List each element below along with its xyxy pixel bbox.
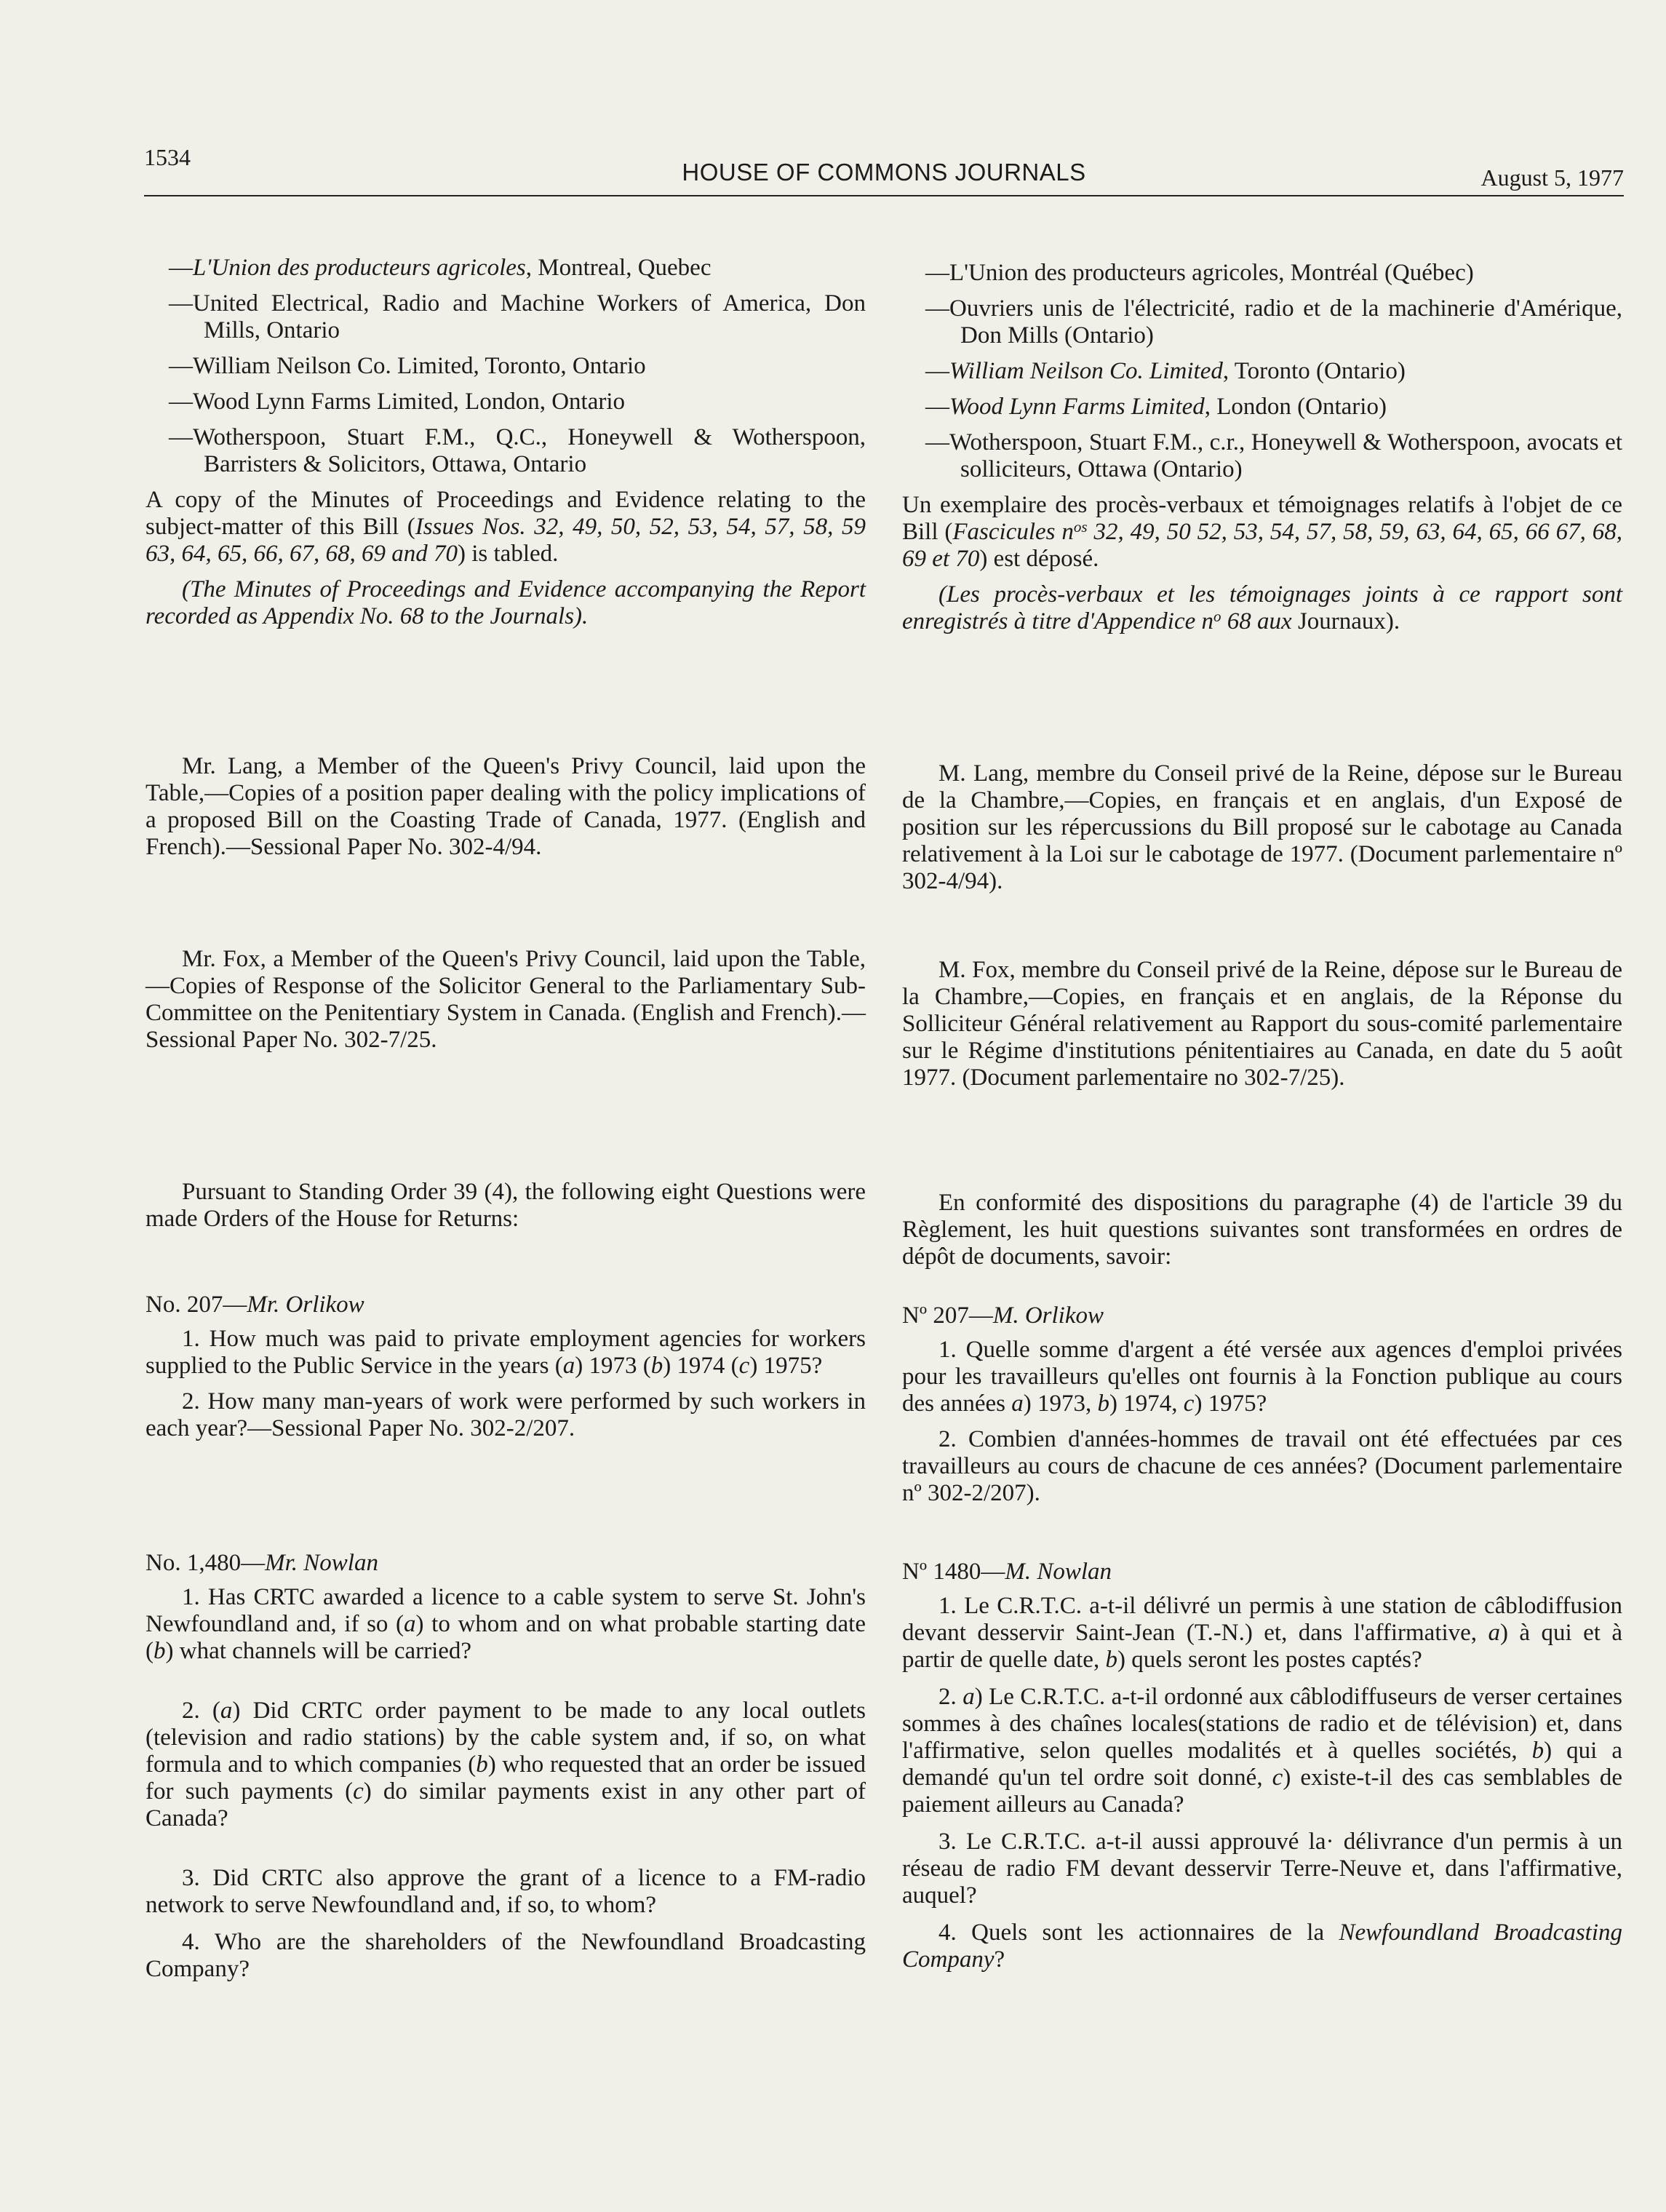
- lang-paragraph: M. Lang, membre du Conseil privé de la Reine, dépose sur le Bureau de la Chambre,—Copies, en français et en anglais, d'un Exposé de position sur les répercussions du Bill proposé sur le cabotage au Canada relativement à la Loi sur le cabotage de 1977. (Document parlementaire nº 302-4/94).: [902, 760, 1622, 894]
- fox-paragraph: Mr. Fox, a Member of the Queen's Privy Council, laid upon the Table,—Copies of Response of the Solicitor General to the Parliamentary Sub-Committee on the Penitentiary System in Canada. (English and French).—Sessional Paper No. 302-7/25.: [146, 946, 866, 1053]
- question-part-2: 2. How many man-years of work were performed by such workers in each year?—Sessional Paper No. 302-2/207.: [146, 1388, 866, 1441]
- list-item: —United Electrical, Radio and Machine Workers of America, Don Mills, Ontario: [169, 290, 866, 343]
- appendix-note: (Les procès-verbaux et les témoignages joints à ce rapport sont enregistrés à titre d'Appendice $n^o$ 68 aux Journaux).: [902, 581, 1622, 634]
- question-heading: No. 1,480—Mr. Nowlan: [146, 1550, 378, 1576]
- list-item: —Wotherspoon, Stuart F.M., Q.C., Honeywell & Wotherspoon, Barristers & Solicitors, Ottawa, Ontario: [169, 424, 866, 477]
- question-part-2: 2. (a) Did CRTC order payment to be made to any local outlets (television and radio stations) by the cable system and, if so, on what formula and to which companies (b) who requested that an order be issued for such payments (c) do similar payments exist in any other part of Canada?: [146, 1698, 866, 1831]
- question-1480: [146, 1550, 866, 1983]
- list-item: —Wotherspoon, Stuart F.M., c.r., Honeywell & Wotherspoon, avocats et solliciteurs, Ottawa (Ontario): [925, 429, 1622, 482]
- list-item: —Wood Lynn Farms Limited, London (Ontario): [925, 394, 1387, 420]
- question-part-1: 1. Quelle somme d'argent a été versée aux agences d'emploi privées pour les travailleurs qu'elles ont fournis à la Fonction publique au cours des années a) 1973, b) 1974, c) 1975?: [902, 1337, 1622, 1417]
- copy-tabled-paragraph: A copy of the Minutes of Proceedings and Evidence relating to the subject-matter of this Bill (Issues Nos. 32, 49, 50, 52, 53, 54, 57, 58, 59 63, 64, 65, 66, 67, 68, 69 and 70) is tabled.: [146, 487, 866, 567]
- witness-list: [146, 255, 866, 630]
- question-heading: Nº 207—M. Orlikow: [902, 1302, 1104, 1329]
- pursuant-paragraph: En conformité des dispositions du paragraphe (4) de l'article 39 du Règlement, les huit questions suivantes sont transformées en ordres de dépôt de documents, savoir:: [902, 1190, 1622, 1270]
- question-part-2: 2. a) Le C.R.T.C. a-t-il ordonné aux câblodiffuseurs de verser certaines sommes à des chaînes locales(stations de radio et de télévision) et, dans l'affirmative, selon quelles modalités et à quelles sociétés, b) qui a demandé qu'un tel ordre soit donné, c) existe-t-il des cas semblables de paiement ailleurs au Canada?: [902, 1684, 1622, 1818]
- list-item: —Ouvriers unis de l'électricité, radio et de la machinerie d'Amérique, Don Mills (Ontario): [925, 295, 1622, 349]
- question-1480: [902, 1559, 1622, 1973]
- question-part-3: 3. Did CRTC also approve the grant of a licence to a FM-radio network to serve Newfoundland and, if so, to whom?: [146, 1865, 866, 1918]
- journal-date: August 5, 1977: [1480, 164, 1624, 191]
- page-header: [144, 144, 1624, 196]
- question-part-3: 3. Le C.R.T.C. a-t-il aussi approuvé la· délivrance d'un permis à un réseau de radio FM devant desservir Terre-Neuve et, dans l'affirmative, auquel?: [902, 1829, 1622, 1909]
- list-item: —William Neilson Co. Limited, Toronto (Ontario): [925, 358, 1406, 384]
- question-part-1: 1. How much was paid to private employment agencies for workers supplied to the Public Service in the years (a) 1973 (b) 1974 (c) 1975?: [146, 1326, 866, 1379]
- list-item: —Wood Lynn Farms Limited, London, Ontario: [169, 389, 626, 415]
- question-part-2: 2. Combien d'années-hommes de travail ont été effectuées par ces travailleurs au cours de chacune de ces années? (Document parlementaire nº 302-2/207).: [902, 1426, 1622, 1506]
- question-part-4: 4. Quels sont les actionnaires de la Newfoundland Broadcasting Company?: [902, 1919, 1623, 1973]
- fox-paragraph: M. Fox, membre du Conseil privé de la Reine, dépose sur le Bureau de la Chambre,—Copies, en français et en anglais, de la Réponse du Solliciteur Général relativement au Rapport du sous-comité parlementaire sur le Régime d'institutions pénitentiaires au Canada, en date du 5 août 1977. (Document parlementaire no 302-7/25).: [902, 957, 1622, 1091]
- pursuant-paragraph: Pursuant to Standing Order 39 (4), the following eight Questions were made Orders of the House for Returns:: [146, 1179, 866, 1232]
- question-part-1: 1. Le C.R.T.C. a-t-il délivré un permis à une station de câblodiffusion devant desservir Saint-Jean (T.-N.) et, dans l'affirmative, a) à qui et à partir de quelle date, b) quels seront les postes captés?: [902, 1593, 1622, 1673]
- question-heading: No. 207—Mr. Orlikow: [146, 1292, 364, 1318]
- appendix-note: (The Minutes of Proceedings and Evidence accompanying the Report recorded as Appendix No. 68 to the Journals).: [146, 576, 866, 629]
- question-207: [902, 1302, 1622, 1507]
- page-number: 1534: [144, 144, 191, 170]
- question-part-4: 4. Who are the shareholders of the Newfoundland Broadcasting Company?: [146, 1929, 866, 1982]
- journal-title: HOUSE OF COMMONS JOURNALS: [682, 159, 1086, 186]
- copy-tabled-paragraph: Un exemplaire des procès-verbaux et témoignages relatifs à l'objet de ce Bill (Fascicules $n^{os}$ 32, 49, 50 52, 53, 54, 57, 58, 59, 63, 64, 65, 66 67, 68, 69 et 70) est déposé.: [902, 492, 1622, 572]
- question-207: [146, 1292, 866, 1442]
- list-item: —L'Union des producteurs agricoles, Montreal, Quebec: [169, 255, 712, 281]
- question-heading: Nº 1480—M. Nowlan: [902, 1559, 1112, 1585]
- list-item: —William Neilson Co. Limited, Toronto, Ontario: [169, 353, 646, 379]
- lang-paragraph: Mr. Lang, a Member of the Queen's Privy Council, laid upon the Table,—Copies of a position paper dealing with the policy implications of a proposed Bill on the Coasting Trade of Canada, 1977. (English and French).—Sessional Paper No. 302-4/94.: [146, 753, 866, 860]
- list-item: —L'Union des producteurs agricoles, Montréal (Québec): [925, 260, 1474, 286]
- question-part-1: 1. Has CRTC awarded a licence to a cable system to serve St. John's Newfoundland and, if so (a) to whom and on what probable starting date (b) what channels will be carried?: [146, 1584, 866, 1664]
- witness-list: [902, 260, 1622, 635]
